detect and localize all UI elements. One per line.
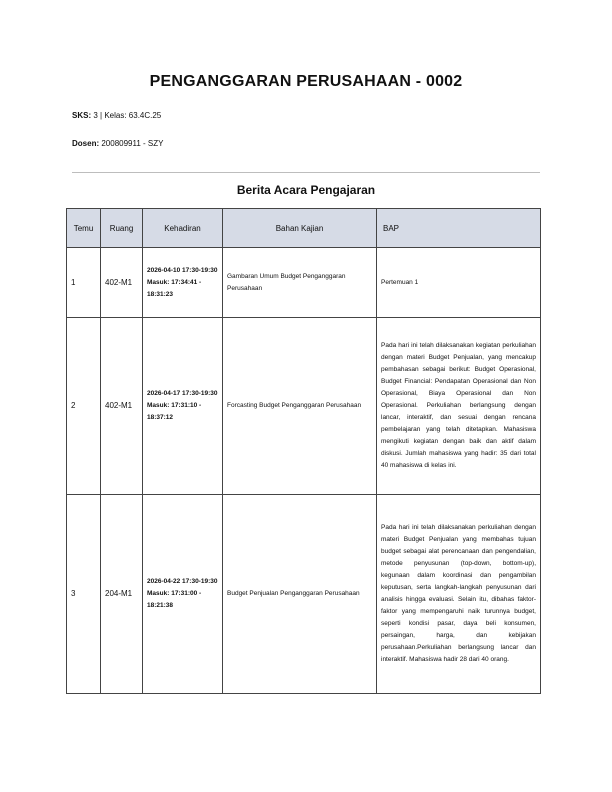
kehadiran-schedule: 2026-04-22 17:30-19:30	[147, 578, 218, 585]
divider	[72, 172, 540, 173]
cell-temu: 1	[67, 248, 101, 318]
cell-temu: 2	[67, 318, 101, 495]
kehadiran-checkin: Masuk: 17:34:41 - 18:31:23	[147, 278, 202, 298]
header-bahan-kajian: Bahan Kajian	[223, 209, 377, 248]
header-ruang: Ruang	[101, 209, 143, 248]
cell-temu: 3	[67, 495, 101, 694]
lecturer-meta	[72, 139, 163, 148]
header-kehadiran: Kehadiran	[143, 209, 223, 248]
dosen-label: Dosen:	[72, 139, 100, 148]
cell-kehadiran	[143, 248, 223, 318]
cell-bap: Pada hari ini telah dilaksanakan perkuliahan dengan materi Budget Penjualan yang membahas tujuan budget sebagai alat perencanaan dan pengendalian, metode penyusunan (top-down, bottom-up), kegunaan dalam koordinasi dan pengambilan keputusan, serta langkah-langkah penyusunan dari analisis hingga evaluasi. Selain itu, dibahas faktor-faktor yang mempengaruhi naik turunnya budget, seperti kondisi pasar, daya beli konsumen, persaingan, harga, dan kebijakan perusahaan.Perkuliahan berlangsung lancar dan interaktif. Mahasiswa hadir 28 dari 40 orang.	[377, 495, 541, 694]
cell-bap: Pertemuan 1	[377, 248, 541, 318]
kehadiran-checkin: Masuk: 17:31:00 - 18:21:38	[147, 590, 202, 609]
table-row	[67, 318, 541, 495]
cell-bap: Pada hari ini telah dilaksanakan kegiatan perkuliahan dengan materi Budget Penjualan, yang mencakup pembahasan sebagai berikut: Budget Operasional, Budget Financial: Pendapatan Operasional dan Non Operasional, Biaya Operasional dan Non Operasional. Perkuliahan berlangsung dengan lancar, interaktif, dan sesuai dengan rencana pembelajaran yang telah ditetapkan. Mahasiswa mengikuti kegiatan dengan baik dan aktif dalam diskusi. Jumlah mahasiswa yang hadir: 35 dari total 40 mahasiswa di kelas ini.	[377, 318, 541, 495]
kehadiran-checkin: Masuk: 17:31:10 - 18:37:12	[147, 402, 202, 421]
cell-bahan-kajian: Forcasting Budget Penganggaran Perusahaan	[223, 318, 377, 495]
table-row	[67, 248, 541, 318]
table-row	[67, 495, 541, 694]
cell-bahan-kajian: Budget Penjualan Penganggaran Perusahaan	[223, 495, 377, 694]
table-header-row	[67, 209, 541, 248]
sks-label: SKS:	[72, 111, 92, 120]
kehadiran-schedule: 2026-04-17 17:30-19:30	[147, 390, 218, 397]
header-temu: Temu	[67, 209, 101, 248]
cell-bahan-kajian: Gambaran Umum Budget Penganggaran Perusahaan	[223, 248, 377, 318]
cell-ruang: 402-M1	[101, 248, 143, 318]
cell-kehadiran	[143, 318, 223, 495]
kehadiran-schedule: 2026-04-10 17:30-19:30	[147, 266, 218, 274]
dosen-value: 200809911 - SZY	[101, 139, 164, 148]
sks-value: 3 | Kelas: 63.4C.25	[93, 111, 162, 120]
section-title: Berita Acara Pengajaran	[236, 183, 376, 197]
cell-ruang: 402-M1	[101, 318, 143, 495]
cell-ruang: 204-M1	[101, 495, 143, 694]
teaching-record-table	[66, 208, 541, 694]
document-title: PENGANGGARAN PERUSAHAAN - 0002	[149, 73, 463, 90]
course-meta	[72, 111, 161, 120]
header-bap: BAP	[377, 209, 541, 248]
cell-kehadiran	[143, 495, 223, 694]
